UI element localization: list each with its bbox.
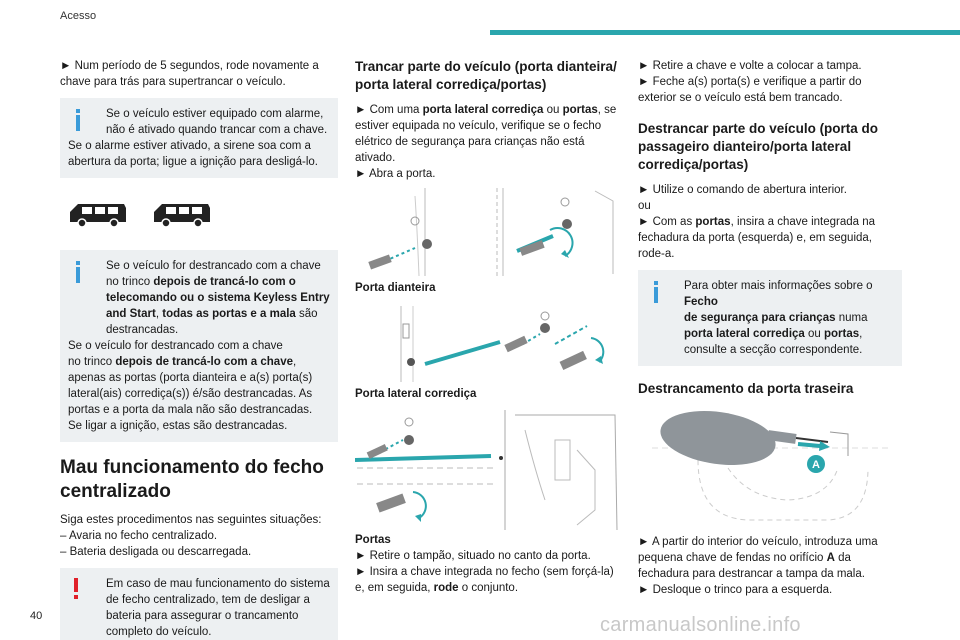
section-heading: Destrancamento da porta traseira — [638, 381, 854, 396]
text-bold: A — [826, 552, 835, 564]
note-text: no trinco — [68, 356, 116, 368]
figure-caption: Porta dianteira — [355, 282, 436, 294]
info-icon — [71, 261, 85, 283]
column-1 — [60, 58, 338, 640]
note-text: Se o veículo estiver equipado com alarme, — [106, 108, 324, 120]
front-door-illustration — [355, 186, 618, 278]
text-bold: portas — [695, 216, 731, 228]
info-note-child-lock — [638, 270, 902, 366]
note-text-bold: portas — [824, 328, 860, 340]
page-number: 40 — [30, 610, 43, 622]
rear-doors-illustration — [355, 410, 618, 530]
note-text-bold: de segurança para crianças — [684, 312, 836, 324]
info-icon — [71, 109, 85, 131]
paragraph: ► Desloque o trinco para a esquerda. — [638, 584, 833, 596]
text: ou — [543, 104, 563, 116]
column-3 — [638, 58, 902, 598]
paragraph-supertrancar: ► Num período de 5 segundos, rode novamente a chave para trás para supertrancar o veículo. — [60, 60, 319, 88]
section-heading: Destrancar parte do veículo (porta do passageiro dianteiro/porta lateral corrediça/portas) — [638, 121, 879, 172]
note-text: , consulte a secção correspondente. — [684, 328, 863, 356]
note-text: Se o alarme estiver ativado, a sirene soa com a abertura da porta; ligue a ignição para desligá-lo. — [68, 140, 318, 168]
note-text: de fecho centralizado, tem de desligar a bateria para assegurar o trancamento completo do veículo. — [106, 594, 310, 638]
note-text: numa — [835, 312, 868, 324]
text: ► Com as — [638, 216, 696, 228]
note-text: no trinco — [106, 276, 154, 288]
text: o conjunto. — [458, 582, 519, 594]
note-text: são destrancadas. — [106, 308, 318, 336]
note-text: Se ligar a ignição, estas são destrancadas. — [68, 420, 288, 432]
paragraph: Siga estes procedimentos nas seguintes situações: — [60, 514, 322, 526]
note-text: não é ativado quando trancar com a chave. — [106, 124, 328, 136]
warning-icon — [71, 578, 81, 600]
text: ► A partir do interior do veículo, introduza uma pequena chave de fendas no orifício — [638, 536, 878, 564]
figure-caption: Portas — [355, 534, 391, 546]
note-text: Se o veículo for destrancado com a chave — [106, 260, 321, 272]
paragraph: ou — [638, 200, 651, 212]
van-icon — [152, 200, 212, 228]
text: ► Com uma — [355, 104, 423, 116]
tailgate-unlock-illustration — [638, 408, 902, 526]
note-text-bold: depois de trancá-lo com o telecomando ou o sistema Keyless Entry and Start — [106, 276, 330, 320]
paragraph: ► Retire o tampão, situado no canto da porta. — [355, 550, 591, 562]
section-heading: Trancar parte do veículo (porta dianteira/ porta lateral corrediça/portas) — [355, 59, 617, 92]
header-accent-bar — [490, 30, 960, 35]
note-text: Em caso de mau funcionamento do sistema — [106, 578, 330, 590]
note-text: Se o veículo for destrancado com a chave — [68, 340, 283, 352]
note-text: ou — [804, 328, 824, 340]
list-item: – Bateria desligada ou descarregada. — [60, 546, 252, 558]
paragraph: ► Abra a porta. — [355, 168, 436, 180]
sliding-door-illustration — [355, 304, 618, 384]
info-icon — [649, 281, 663, 303]
text-bold: portas — [562, 104, 598, 116]
van-figures — [60, 188, 338, 236]
info-note-alarm — [60, 98, 338, 178]
text-bold: porta lateral corrediça — [422, 104, 544, 116]
paragraph: ► Feche a(s) porta(s) e verifique a partir do exterior se o veículo está bem trancado. — [638, 76, 862, 104]
note-text-bold: todas as portas e a mala — [162, 308, 296, 320]
paragraph: ► Retire a chave e volte a colocar a tampa. — [638, 60, 862, 72]
list-item: – Avaria no fecho centralizado. — [60, 530, 218, 542]
section-title: Acesso — [60, 10, 97, 22]
note-text: Para obter mais informações sobre o — [684, 280, 873, 292]
text: da fechadura para destrancar a tampa da mala. — [638, 552, 865, 580]
column-2 — [355, 58, 618, 596]
figure-caption: Porta lateral corrediça — [355, 388, 477, 400]
note-text: , — [155, 308, 163, 320]
note-text-bold: Fecho — [684, 296, 718, 308]
text-bold: rode — [433, 582, 459, 594]
section-heading: Mau funcionamento do fecho centralizado — [60, 457, 324, 502]
note-text-bold: depois de trancá-lo com a chave — [115, 356, 293, 368]
note-text-bold: porta lateral corrediça — [684, 328, 805, 340]
van-icon — [68, 200, 128, 228]
watermark: carmanualsonline.info — [600, 614, 801, 636]
callout-label: A — [812, 459, 820, 471]
info-note-destrancar — [60, 250, 338, 442]
text: ► Insira a chave integrada no fecho (sem forçá-la) e, em seguida, — [355, 566, 614, 594]
note-text: , apenas as portas (porta dianteira e a(s) porta(s) lateral(ais) corrediça(s)) é/são destrancadas. As portas e a porta da mala não são destrancadas. — [68, 356, 313, 416]
text: , se estiver equipada no veículo, verifique se o fecho elétrico de segurança para crianças não está ativado. — [355, 104, 617, 164]
paragraph: ► Utilize o comando de abertura interior. — [638, 184, 847, 196]
warning-note — [60, 568, 338, 640]
text: , insira a chave integrada na fechadura da porta (esquerda) e, em seguida, rode-a. — [638, 216, 876, 260]
